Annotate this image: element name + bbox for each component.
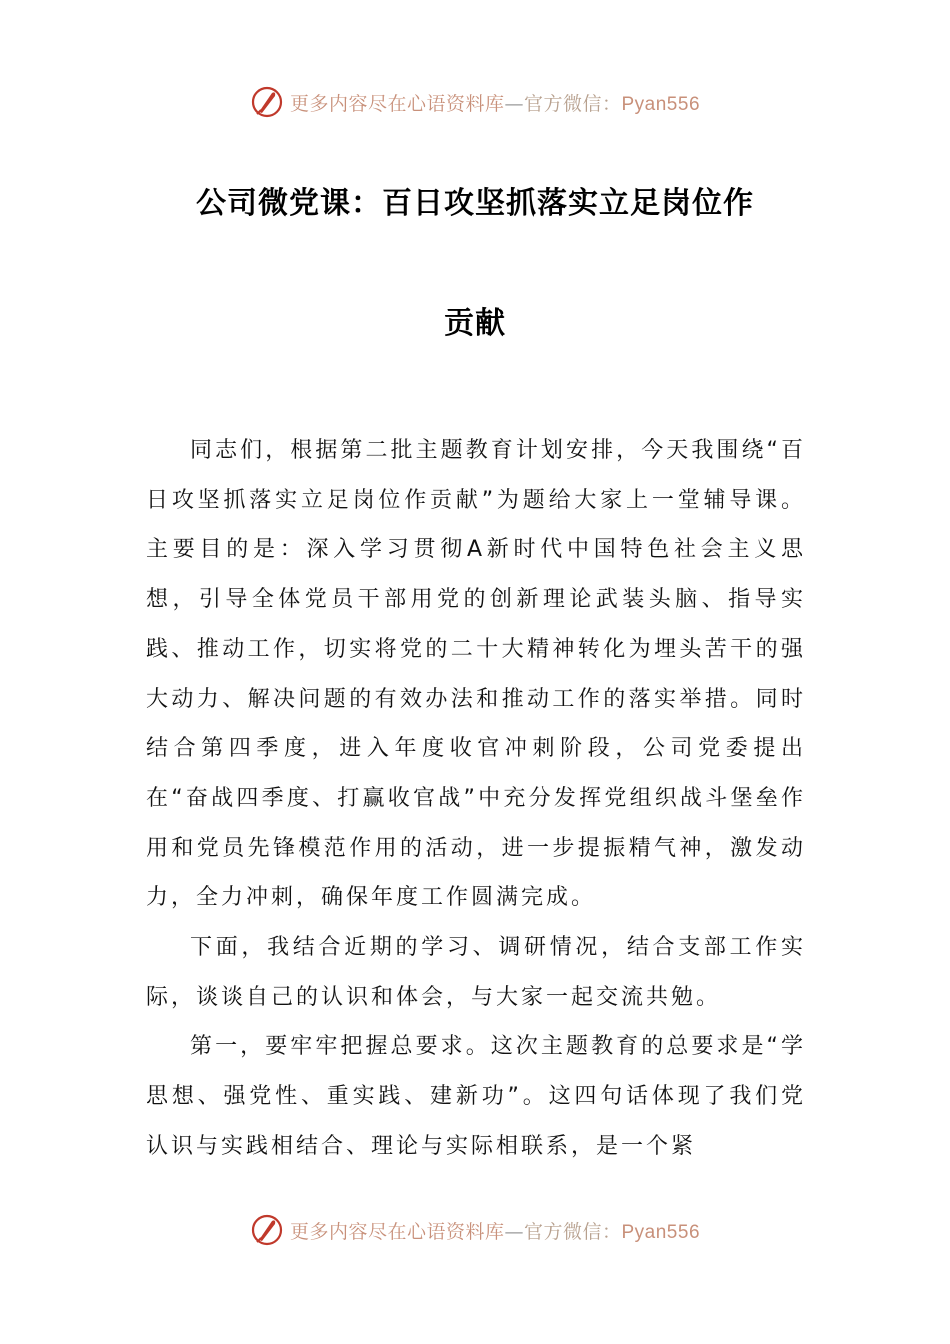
- paragraph-intro: 同志们，根据第二批主题教育计划安排，今天我围绕“百日攻坚抓落实立足岗位作贡献”为题给大家上一堂辅导课。主要目的是：深入学习贯彻A新时代中国特色社会主义思想，引导全体党员干部用党的创新理论武装头脑、指导实践、推动工作，切实将党的二十大精神转化为埋头苦干的强大动力、解决问题的有效办法和推动工作的落实举措。同时结合第四季度，进入年度收官冲刺阶段，公司党委提出在“奋战四季度、打赢收官战”中充分发挥党组织战斗堡垒作用和党员先锋模范作用的活动，进一步提振精气神，激发动力，全力冲刺，确保年度工作圆满完成。: [146, 438, 806, 911]
- footer-banner: [0, 1210, 950, 1250]
- footer-wechat-id: Pyan556: [621, 1221, 701, 1243]
- banner-text: [290, 89, 700, 116]
- quill-pen-logo-icon: [250, 85, 284, 119]
- footer-separator: —: [504, 1220, 524, 1243]
- document-body: [146, 426, 806, 1172]
- header-banner: [0, 82, 950, 122]
- document-title-line-2: 贡献: [444, 306, 506, 341]
- banner-site-name: 更多内容尽在心语资料库: [289, 92, 505, 115]
- footer-wechat-label: 官方微信：: [523, 1220, 622, 1243]
- banner-separator: —: [504, 92, 524, 115]
- banner-wechat-label: 官方微信：: [523, 92, 622, 115]
- banner-wechat-id: Pyan556: [621, 93, 701, 115]
- footer-banner-text: [290, 1217, 700, 1244]
- quill-pen-logo-icon: [250, 1213, 284, 1247]
- document-title-line-1: 公司微党课：百日攻坚抓落实立足岗位作: [196, 186, 754, 221]
- paragraph-point-one: 第一，要牢牢把握总要求。这次主题教育的总要求是“学思想、强党性、重实践、建新功”。这四句话体现了我们党认识与实践相结合、理论与实际相联系，是一个紧: [146, 1034, 806, 1159]
- footer-site-name: 更多内容尽在心语资料库: [289, 1220, 505, 1243]
- paragraph-transition: 下面，我结合近期的学习、调研情况，结合支部工作实际，谈谈自己的认识和体会，与大家一起交流共勉。: [146, 935, 806, 1010]
